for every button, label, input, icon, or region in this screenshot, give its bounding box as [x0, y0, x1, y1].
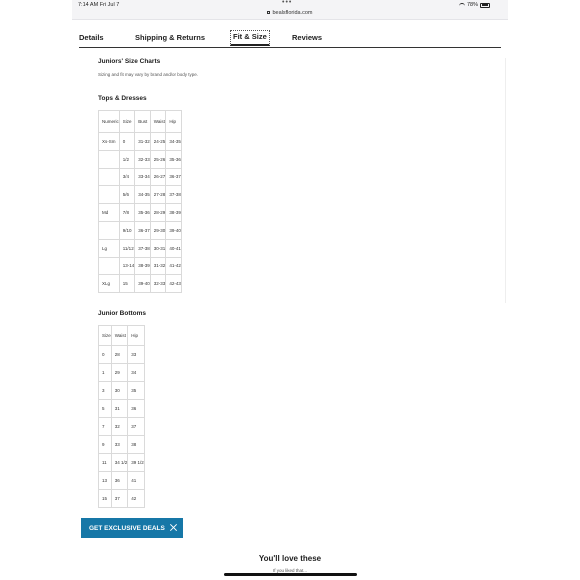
table-row: [99, 186, 182, 204]
junior-bottoms-title: Junior Bottoms: [98, 310, 147, 317]
multitask-dots-icon[interactable]: •••: [282, 0, 293, 6]
table-cell: 37-38: [135, 239, 151, 257]
table-row: [99, 221, 182, 239]
table-cell: 35-36: [166, 150, 182, 168]
battery-percent: 78%: [466, 2, 478, 8]
status-time: 7:14 AM Fri Jul 7: [78, 2, 120, 8]
recommendations-subtitle: If you liked that...: [272, 568, 308, 573]
table-cell: 28: [111, 346, 128, 364]
table-cell: 32-33: [150, 275, 166, 293]
table-cell: 36-37: [166, 168, 182, 186]
table-cell: 7: [99, 418, 112, 436]
table-cell: 37-38: [166, 186, 182, 204]
table-row: [99, 150, 182, 168]
table-cell: 38: [128, 436, 145, 454]
table-cell: 28-29: [150, 204, 166, 222]
table-row: [99, 257, 182, 275]
table-cell: 15: [99, 490, 112, 508]
table-cell: 0: [99, 346, 112, 364]
table-row: [99, 454, 145, 472]
table-cell: 34-35: [135, 186, 151, 204]
table-cell: 32: [111, 418, 128, 436]
close-icon[interactable]: [169, 523, 177, 531]
table-row: [99, 490, 145, 508]
table-cell: 26-27: [150, 168, 166, 186]
table-cell: 30: [111, 382, 128, 400]
wifi-icon: [459, 3, 465, 7]
product-tabs: [79, 30, 501, 48]
table-cell: [99, 168, 120, 186]
table-cell: 13: [99, 472, 112, 490]
table-cell: 15: [119, 275, 135, 293]
table-cell: 37: [128, 418, 145, 436]
table-cell: 9: [99, 436, 112, 454]
table-row: [99, 472, 145, 490]
table-cell: 31-32: [150, 257, 166, 275]
lock-icon: [267, 11, 270, 14]
table-header-row: [99, 326, 145, 346]
table-cell: 32-33: [135, 150, 151, 168]
table-cell: [99, 150, 120, 168]
table-header-cell: Waist: [111, 326, 128, 346]
table-header-cell: Hip: [166, 111, 182, 133]
table-cell: 38-39: [166, 204, 182, 222]
table-cell: 29-30: [150, 221, 166, 239]
table-cell: 34-35: [166, 133, 182, 151]
battery-icon: [480, 3, 490, 8]
table-cell: 39-40: [135, 275, 151, 293]
recommendations-title: You'll love these: [258, 554, 322, 563]
table-cell: 39 1/2: [128, 454, 145, 472]
table-row: [99, 168, 182, 186]
table-cell: 36: [128, 400, 145, 418]
bottoms-size-table: [98, 325, 145, 508]
tops-size-table: [98, 110, 182, 293]
tab-reviews[interactable]: Reviews: [292, 33, 323, 42]
table-cell: 1/2: [119, 150, 135, 168]
table-cell: 7/8: [119, 204, 135, 222]
table-cell: 36: [111, 472, 128, 490]
table-cell: 0: [119, 133, 135, 151]
table-row: [99, 346, 145, 364]
table-cell: 34 1/2: [111, 454, 128, 472]
table-cell: 3: [99, 382, 112, 400]
table-cell: 33-34: [135, 168, 151, 186]
table-row: [99, 436, 145, 454]
table-cell: [99, 221, 120, 239]
size-chart-subtitle: Sizing and fit may vary by brand and/or body type.: [98, 72, 199, 77]
table-cell: 37: [111, 490, 128, 508]
table-row: [99, 133, 182, 151]
table-cell: 33: [111, 436, 128, 454]
size-chart-title: Juniors' Size Charts: [98, 58, 161, 65]
table-cell: 11: [99, 454, 112, 472]
status-indicators: [459, 2, 490, 8]
table-cell: 5: [99, 400, 112, 418]
table-header-cell: Bust: [135, 111, 151, 133]
table-cell: 27-28: [150, 186, 166, 204]
table-cell: 35: [128, 382, 145, 400]
table-header-cell: Hip: [128, 326, 145, 346]
table-cell: 36-37: [135, 221, 151, 239]
table-cell: 41-42: [166, 257, 182, 275]
table-row: [99, 382, 145, 400]
table-cell: 13-14: [119, 257, 135, 275]
table-cell: [99, 186, 120, 204]
table-header-cell: Size: [119, 111, 135, 133]
table-cell: [99, 257, 120, 275]
table-cell: 5/6: [119, 186, 135, 204]
table-cell: XLg: [99, 275, 120, 293]
address-bar[interactable]: [72, 10, 508, 16]
table-cell: 3/4: [119, 168, 135, 186]
table-header-cell: Waist: [150, 111, 166, 133]
table-cell: Xs-Sm: [99, 133, 120, 151]
status-bar: [72, 0, 508, 20]
table-row: [99, 364, 145, 382]
table-cell: 24-25: [150, 133, 166, 151]
tops-dresses-title: Tops & Dresses: [98, 95, 147, 102]
url-text: bealsflorida.com: [272, 10, 313, 16]
tab-shipping-returns[interactable]: Shipping & Returns: [135, 33, 205, 42]
table-row: [99, 418, 145, 436]
table-cell: 35-36: [135, 204, 151, 222]
table-cell: 1: [99, 364, 112, 382]
tab-details[interactable]: Details: [79, 33, 104, 42]
table-cell: 29: [111, 364, 128, 382]
table-cell: 31-32: [135, 133, 151, 151]
table-cell: 34: [128, 364, 145, 382]
table-cell: Md: [99, 204, 120, 222]
deals-label: GET EXCLUSIVE DEALS: [89, 524, 165, 532]
table-row: [99, 275, 182, 293]
table-cell: Lg: [99, 239, 120, 257]
table-cell: 41: [128, 472, 145, 490]
table-header-row: [99, 111, 182, 133]
table-cell: 40-41: [166, 239, 182, 257]
table-cell: 42: [128, 490, 145, 508]
table-cell: 9/10: [119, 221, 135, 239]
tab-fit-size[interactable]: Fit & Size: [230, 30, 270, 46]
table-row: [99, 400, 145, 418]
battery-fill: [482, 4, 488, 6]
table-cell: 25-26: [150, 150, 166, 168]
table-cell: 11/12: [119, 239, 135, 257]
table-cell: 42-43: [166, 275, 182, 293]
table-row: [99, 204, 182, 222]
table-cell: 31: [111, 400, 128, 418]
table-cell: 30-31: [150, 239, 166, 257]
table-cell: 33: [128, 346, 145, 364]
table-cell: 39-40: [166, 221, 182, 239]
table-row: [99, 239, 182, 257]
content-divider: [505, 58, 506, 303]
home-indicator[interactable]: [224, 573, 357, 576]
table-cell: 38-39: [135, 257, 151, 275]
table-header-cell: Numeric: [99, 111, 120, 133]
table-header-cell: Size: [99, 326, 112, 346]
get-exclusive-deals-button[interactable]: [81, 518, 183, 538]
